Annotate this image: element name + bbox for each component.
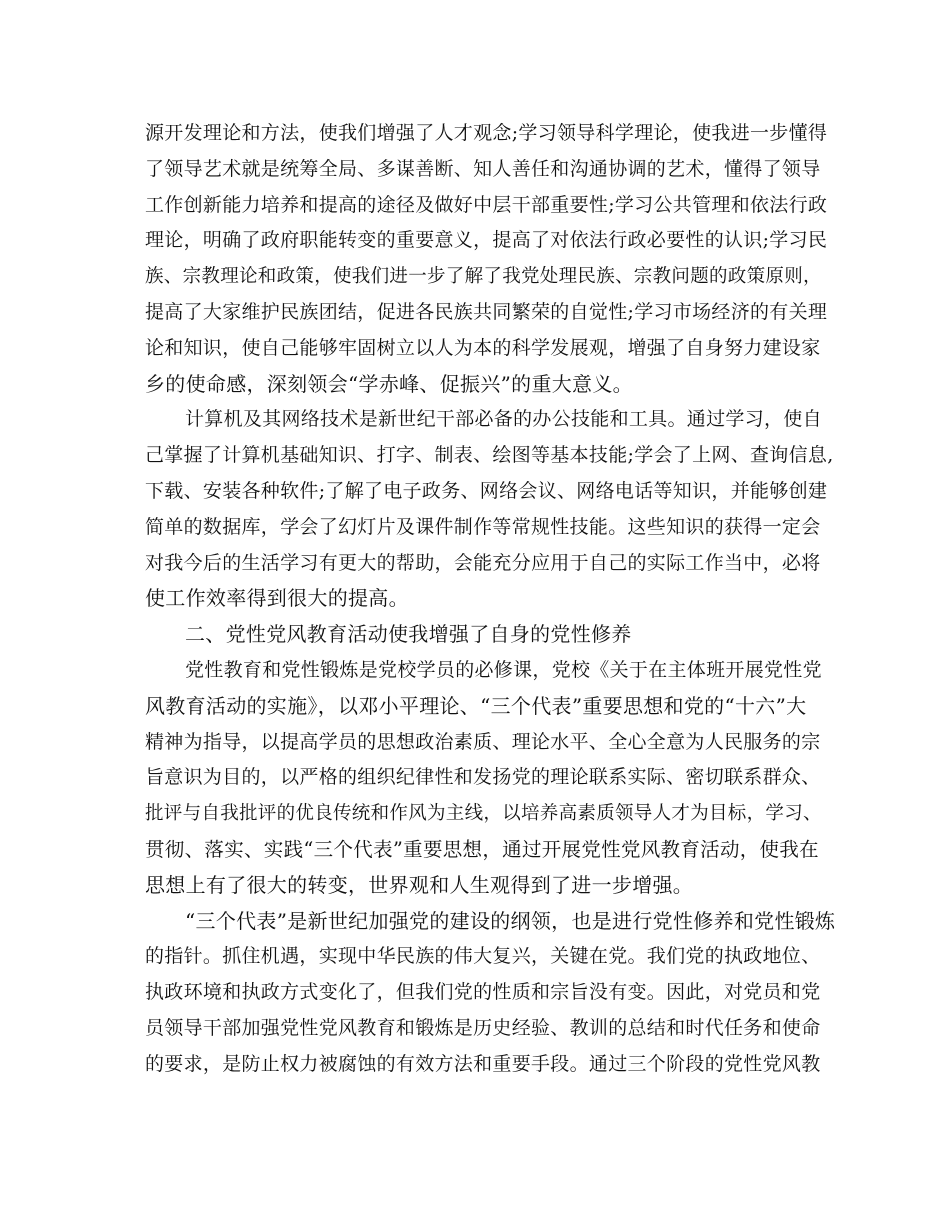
document-body xyxy=(145,116,836,1083)
text-line: 批评与自我批评的优良传统和作风为主线，以培养高素质领导人才为目标，学习、 xyxy=(145,803,822,825)
text-line: 精神为指导，以提高学员的思想政治素质、理论水平、全心全意为人民服务的宗 xyxy=(145,730,821,753)
text-line: 论和知识，使自己能够牢固树立以人为本的科学发展观，增强了自身努力建设家 xyxy=(145,336,821,359)
text-line: 的指针。抓住机遇，实现中华民族的伟大复兴，关键在党。我们党的执政地位、 xyxy=(145,945,821,968)
text-line: 工作创新能力培养和提高的途径及做好中层干部重要性;学习公共管理和依法行政 xyxy=(145,193,828,216)
text-line: 理论，明确了政府职能转变的重要意义，提高了对依法行政必要性的认识;学习民 xyxy=(145,229,828,252)
text-line: 对我今后的生活学习有更大的帮助，会能充分应用于自己的实际工作当中，必将 xyxy=(145,551,821,574)
text-line: 族、宗教理论和政策，使我们进一步了解了我党处理民族、宗教问题的政策原则， xyxy=(145,266,822,288)
text-line: 使工作效率得到很大的提高。 xyxy=(145,586,409,611)
text-line: 提高了大家维护民族团结，促进各民族共同繁荣的自觉性;学习市场经济的有关理 xyxy=(145,300,828,323)
text-line: “三个代表”是新世纪加强党的建设的纲领，也是进行党性修养和党性锻炼 xyxy=(185,908,836,933)
text-line: 贯彻、落实、实践“三个代表”重要思想，通过开展党性党风教育活动，使我在 xyxy=(145,837,819,861)
text-line: 旨意识为目的，以严格的组织纪律性和发扬党的理论联系实际、密切联系群众、 xyxy=(145,766,821,789)
text-line: 了领导艺术就是统筹全局、多谋善断、知人善任和沟通协调的艺术，懂得了领导 xyxy=(145,157,821,180)
text-line: 执政环境和执政方式变化了，但我们党的性质和宗旨没有变。因此，对党员和党 xyxy=(145,981,821,1004)
text-line: 下载、安装各种软件;了解了电子政务、网络会议、网络电话等知识，并能够创建 xyxy=(145,479,828,502)
text-line: 党性教育和党性锻炼是党校学员的必修课，党校《关于在主体班开展党性党 xyxy=(185,658,822,681)
text-line: 思想上有了很大的转变，世界观和人生观得到了进一步增强。 xyxy=(145,872,694,897)
text-line: 的要求，是防止权力被腐蚀的有效方法和重要手段。通过三个阶段的党性党风教 xyxy=(145,1052,821,1075)
text-line: 员领导干部加强党性党风教育和锻炼是历史经验、教训的总结和时代任务和使命 xyxy=(145,1016,821,1039)
text-line: 简单的数据库，学会了幻灯片及课件制作等常规性技能。这些知识的获得一定会 xyxy=(145,515,821,538)
text-line: 己掌握了计算机基础知识、打字、制表、绘图等基本技能;学会了上网、查询信息, xyxy=(145,444,834,467)
text-line: 风教育活动的实施》，以邓小平理论、“三个代表”重要思想和党的“十六”大 xyxy=(145,693,807,718)
text-line: 源开发理论和方法，使我们增强了人才观念;学习领导科学理论，使我进一步懂得 xyxy=(145,122,828,144)
text-line: 二、党性党风教育活动使我增强了自身的党性修养 xyxy=(185,622,632,647)
text-line: 计算机及其网络技术是新世纪干部必备的办公技能和工具。通过学习，使自 xyxy=(185,408,822,431)
text-line: 乡的使命感，深刻领会“学赤峰、促振兴”的重大意义。 xyxy=(145,371,633,396)
